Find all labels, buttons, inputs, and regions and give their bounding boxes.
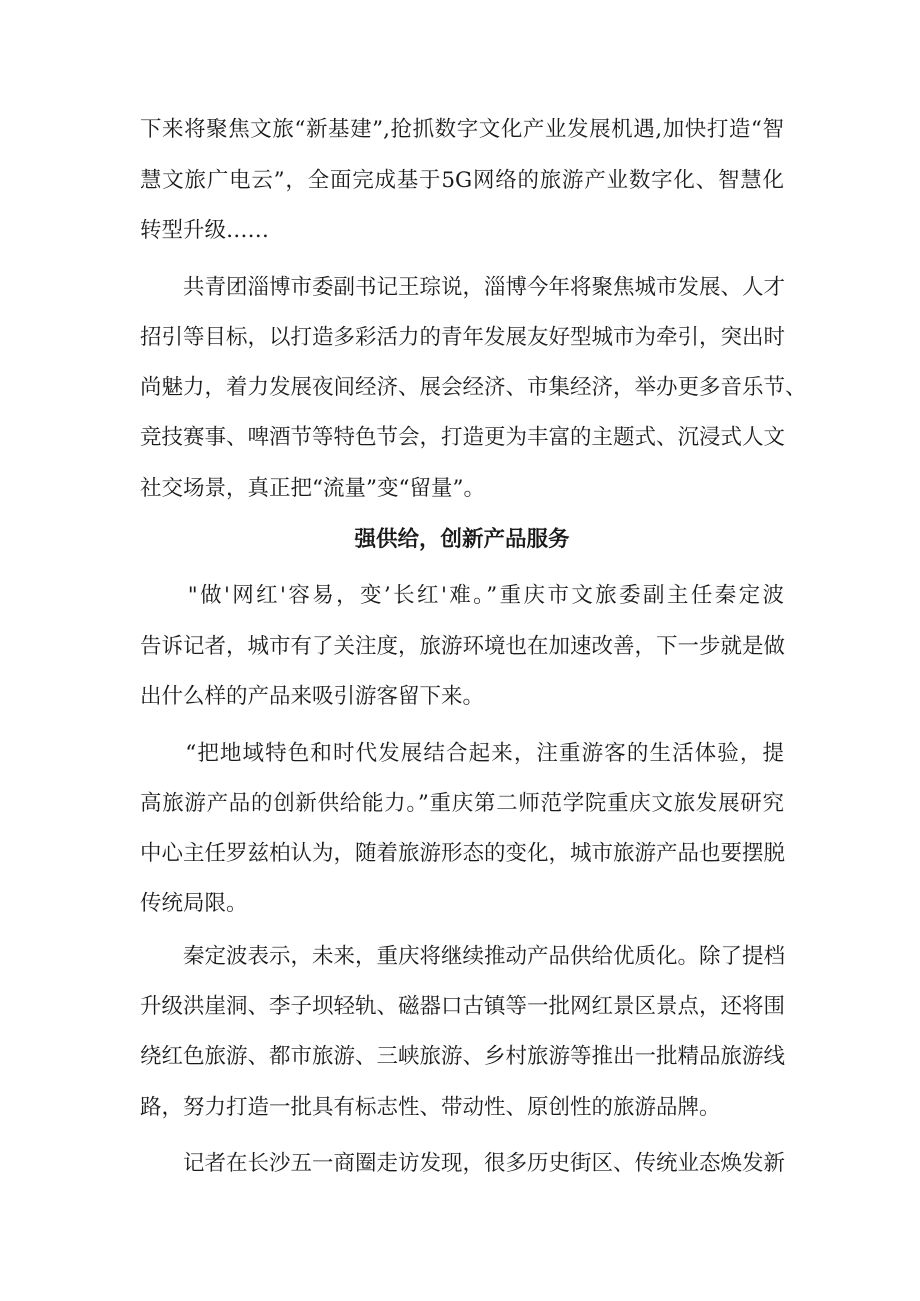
paragraph-2-line-4: 竞技赛事、啤酒节等特色节会，打造更为丰富的主题式、沉浸式人文	[140, 425, 786, 450]
paragraph-2-line-5: 社交场景，真正把“流量”变“留量”。	[140, 476, 485, 501]
paragraph-1-line-2: 慧文旅广电云”，全面完成基于5G网络的旅游产业数字化、智慧化	[140, 168, 784, 193]
paragraph-5-line-4: 路，努力打造一批具有标志性、带动性、原创性的旅游品牌。	[140, 1095, 721, 1120]
paragraph-3-line-1: "做'网红'容易，变’长红'难。”重庆市文旅委副主任秦定波	[140, 583, 784, 608]
paragraph-4-line-2: 高旅游产品的创新供给能力。”重庆第二师范学院重庆文旅发展研究	[140, 791, 784, 816]
paragraph-5-line-1: 秦定波表示，未来，重庆将继续推动产品供给优质化。除了提档	[140, 944, 786, 969]
paragraph-4-line-1: “把地域特色和时代发展结合起来，注重游客的生活体验，提	[140, 741, 784, 766]
paragraph-1-line-3: 转型升级……	[140, 218, 270, 243]
paragraph-1-line-1: 下来将聚焦文旅“新基建”,抢抓数字文化产业发展机遇,加快打造“智	[140, 117, 784, 142]
paragraph-2-line-1: 共青团淄博市委副书记王琮说，淄博今年将聚焦城市发展、人才	[140, 275, 786, 300]
paragraph-2-line-2: 招引等目标，以打造多彩活力的青年发展友好型城市为牵引，突出时	[140, 325, 786, 350]
paragraph-4-line-4: 传统局限。	[140, 891, 248, 916]
paragraph-5-line-2: 升级洪崖洞、李子坝轻轨、磁器口古镇等一批网红景区景点，还将围	[140, 994, 786, 1019]
paragraph-6-line-1: 记者在长沙五一商圈走访发现，很多历史街区、传统业态焕发新	[140, 1151, 786, 1176]
paragraph-3-line-2: 告诉记者，城市有了关注度，旅游环境也在加速改善，下一步就是做	[140, 634, 786, 659]
paragraph-3-line-3: 出什么样的产品来吸引游客留下来。	[140, 684, 485, 709]
section-heading: 强供给，创新产品服务	[354, 527, 570, 552]
paragraph-2-line-3: 尚魅力，着力发展夜间经济、展会经济、市集经济，举办更多音乐节、	[140, 375, 807, 400]
paragraph-4-line-3: 中心主任罗兹柏认为，随着旅游形态的变化，城市旅游产品也要摆脱	[140, 841, 786, 866]
paragraph-5-line-3: 绕红色旅游、都市旅游、三峡旅游、乡村旅游等推出一批精品旅游线	[140, 1044, 786, 1069]
